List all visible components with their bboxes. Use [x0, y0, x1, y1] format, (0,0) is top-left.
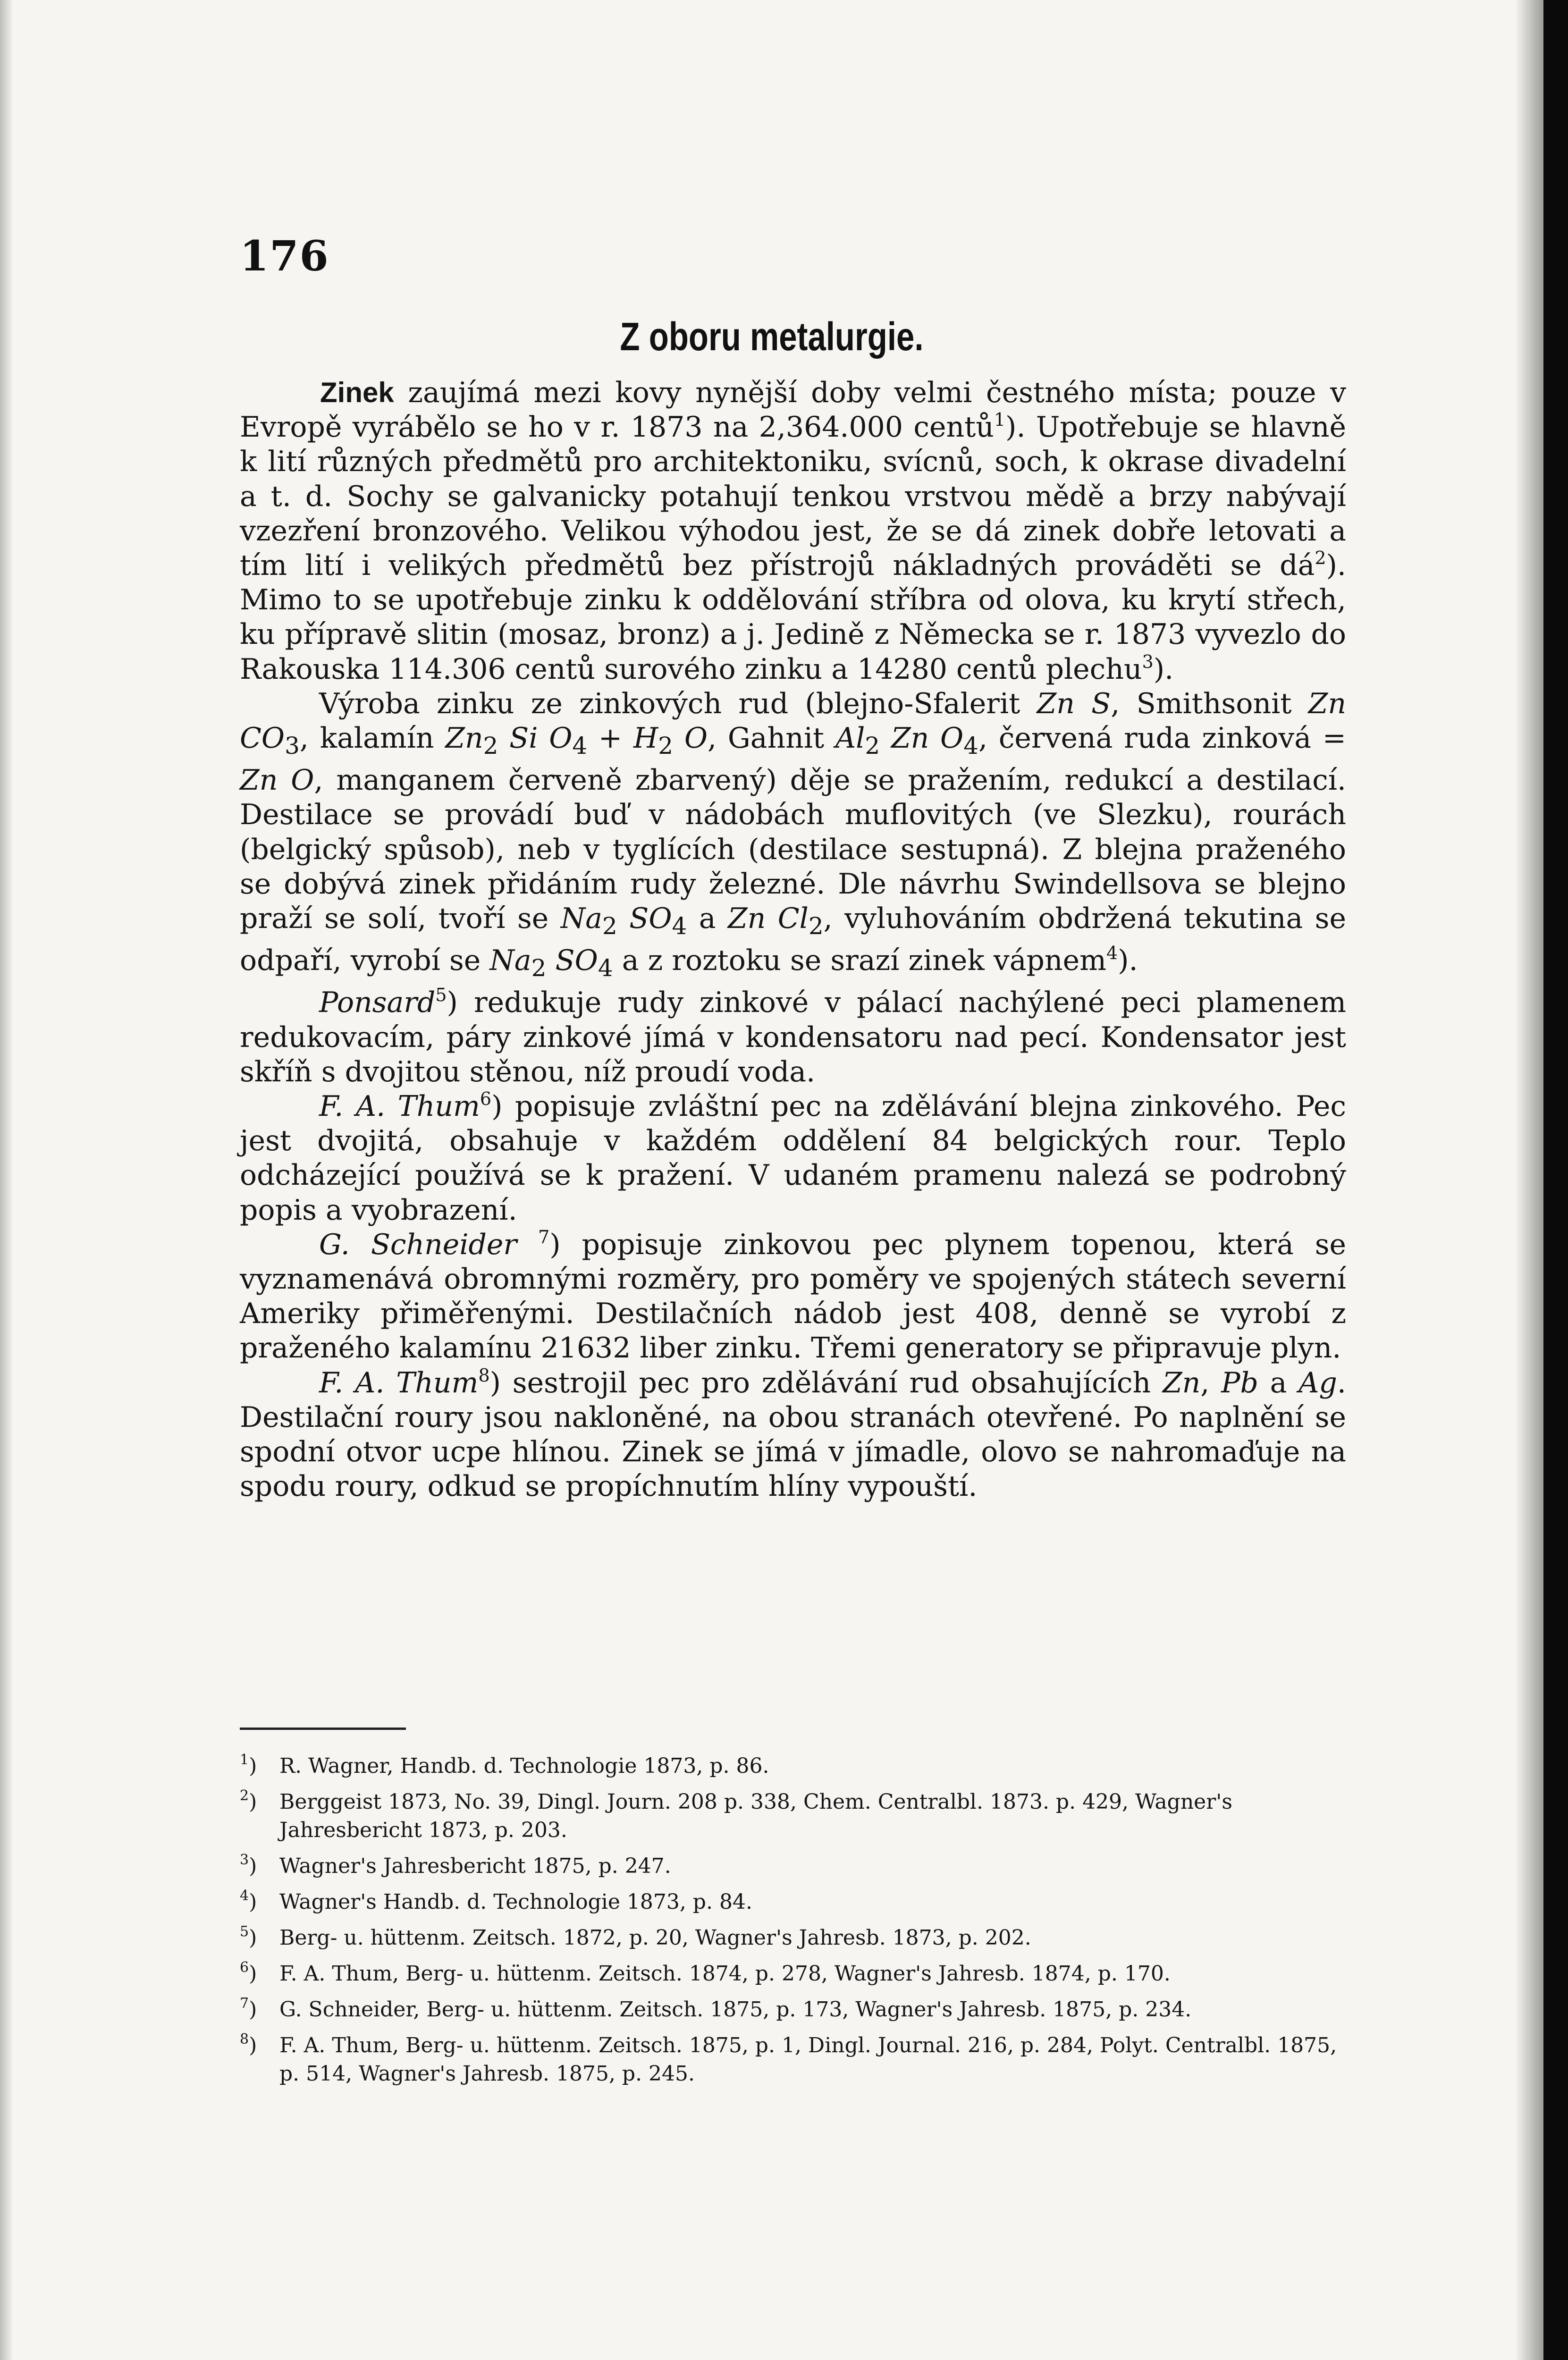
- footnote-mark: 7: [240, 1995, 249, 2012]
- italic-run: O: [684, 722, 708, 755]
- subscript: 2: [808, 912, 824, 940]
- text-run: ,: [1200, 1366, 1222, 1399]
- paragraph-thum-pec: [240, 1089, 1346, 1228]
- footnote-text: R. Wagner, Handb. d. Technologie 1873, p. 86.: [279, 1754, 769, 1778]
- italic-run: G. Schneider: [319, 1228, 517, 1261]
- footnote-mark: 3: [240, 1852, 249, 1868]
- footnote-mark: 4: [240, 1888, 249, 1904]
- text-run: +: [587, 722, 633, 755]
- footnote-mark: 6: [240, 1959, 249, 1976]
- subscript: 4: [572, 732, 588, 760]
- footnote: $^1$) R. Wagner, Handb. d. Technologie 1873, p. 86.: [240, 1752, 769, 1778]
- footnote: $^4$) Wagner's Handb. d. Technologie 1873, p. 84.: [240, 1888, 752, 1914]
- footnote-ref: 2: [1315, 548, 1326, 569]
- text-run: , Smithsonit: [1111, 687, 1308, 720]
- footnote-ref: 1: [994, 409, 1006, 430]
- subscript: 2: [531, 954, 547, 982]
- footnote-text: Berg- u. hüttenm. Zeitsch. 1872, p. 20, Wagner's Jahresb. 1873, p. 202.: [279, 1926, 1031, 1950]
- text-run: Výroba zinku ze zinkových rud (blejno-Sfalerit: [319, 687, 1037, 720]
- italic-run: Ag: [1298, 1366, 1337, 1399]
- italic-run: Na: [560, 902, 603, 936]
- text-run: [880, 722, 891, 755]
- footnote: $^5$) Berg- u. hüttenm. Zeitsch. 1872, p. 20, Wagner's Jahresb. 1873, p. 202.: [240, 1923, 1031, 1950]
- text-run: [673, 722, 684, 755]
- text-run: [617, 902, 629, 935]
- footnote-text: F. A. Thum, Berg- u. hüttenm. Zeitsch. 1875, p. 1, Dingl. Journal. 216, p. 284, Polyt. Centralbl. 1875, p. 514, Wagner's Jahresb. 1875, p. 245.: [279, 2033, 1337, 2086]
- footnote-ref: 4: [1106, 943, 1118, 964]
- text-run: ). Upotřebuje se hlavně k lití různých předmětů pro architektoniku, svícnů, soch, k okrase divadelní a t. d. Sochy se galvanicky potahují tenkou vrstvou mědě a brzy nabývají vzezření bronzového. Velikou výhodou jest, že se dá zinek dobře letovati a tím lití i velikých předmětů bez přístrojů nákladných prováděti se dá: [240, 411, 1346, 582]
- text-run: , vyluhováním obdržená tekutina se odpaří, vyrobí se: [240, 902, 1346, 978]
- italic-run: Ponsard: [319, 986, 436, 1020]
- italic-run: Zn O: [240, 764, 314, 797]
- subscript: 4: [672, 912, 687, 940]
- footnote-mark: 8: [240, 2031, 249, 2048]
- subscript: 4: [963, 732, 979, 760]
- italic-run: Zn O: [891, 722, 964, 755]
- footnote-text: F. A. Thum, Berg- u. hüttenm. Zeitsch. 1874, p. 278, Wagner's Jahresb. 1874, p. 170.: [279, 1962, 1171, 1986]
- footnote-text: Berggeist 1873, No. 39, Dingl. Journ. 208 p. 338, Chem. Centralbl. 1873. p. 429, Wagner's Jahresbericht 1873, p. 203.: [279, 1790, 1232, 1842]
- italic-run: F. A. Thum: [319, 1090, 480, 1123]
- italic-run: H: [633, 722, 658, 755]
- italic-run: Si O: [509, 722, 573, 755]
- italic-run: Zn Cl: [727, 902, 809, 936]
- text-run: a: [687, 902, 728, 936]
- text-run: ).: [1153, 652, 1174, 686]
- text-run: , červená ruda zinková =: [978, 722, 1346, 755]
- italic-run: SO: [629, 902, 672, 936]
- italic-run: Al: [835, 722, 865, 755]
- lead-word: Zinek: [320, 377, 394, 408]
- footnote-text: Wagner's Handb. d. Technologie 1873, p. 84.: [279, 1890, 752, 1914]
- footnote: $^7$) G. Schneider, Berg- u. hüttenm. Zeitsch. 1875, p. 173, Wagner's Jahresb. 1875, p. 234.: [240, 1995, 1192, 2022]
- text-run: . Destilační roury jsou nakloněné, na obou stranách otevřené. Po naplnění se spodní otvor ucpe hlínou. Zinek se jímá v jímadle, olovo se nahromaďuje na spodu roury, odkud se propíchnutím hlíny vypouští.: [240, 1366, 1346, 1503]
- text-run: ) popisuje zvláštní pec na zdělávání blejna zinkového. Pec jest dvojitá, obsahuje v každém oddělení 84 belgických rour. Teplo odcházející používá se k pražení. V udaném pramenu nalezá se podrobný popis a vyobrazení.: [240, 1090, 1346, 1227]
- italic-run: Zn: [445, 722, 483, 755]
- italic-run: Zn: [1162, 1366, 1201, 1399]
- subscript: 3: [285, 732, 300, 760]
- text-run: ) redukuje rudy zinkové v pálací nachýlené peci plamenem redukovacím, páry zinkové jímá v kondensatoru nad pecí. Kondensator jest skříň s dvojitou stěnou, níž proudí voda.: [240, 986, 1346, 1088]
- footnote: $^8$) F. A. Thum, Berg- u. hüttenm. Zeitsch. 1875, p. 1, Dingl. Journal. 216, p. 284, Polyt. Centralbl. 1875, p. 514, Wagner's Jahresb. 1875, p. 245.: [240, 2031, 1337, 2086]
- subscript: 2: [658, 732, 674, 760]
- text-run: a z roztoku se srazí zinek vápnem: [613, 944, 1106, 978]
- italic-run: SO: [555, 944, 598, 978]
- text-run: , kalamín: [299, 722, 446, 755]
- text-run: ) popisuje zinkovou pec plynem topenou, která se vyznamenává obromnými rozměry, pro poměry ve spojených státech severní Ameriky přiměřenými. Destilačních nádob jest 408, denně se vyrobí z praženého kalamínu 21632 liber zinku. Třemi generatory se připravuje plyn.: [240, 1228, 1346, 1365]
- footnote-divider: [240, 1728, 406, 1730]
- page-number: 176: [240, 231, 329, 280]
- footnote-ref: 7: [538, 1227, 550, 1248]
- subscript: 2: [602, 912, 617, 940]
- footnote-mark: 1: [240, 1752, 249, 1768]
- footnote-ref: 8: [478, 1365, 490, 1386]
- paragraph-thum-rudy: [240, 1366, 1346, 1504]
- italic-run: Zn CO: [240, 687, 1346, 755]
- italic-run: F. A. Thum: [319, 1366, 479, 1399]
- footnote: $^6$) F. A. Thum, Berg- u. hüttenm. Zeitsch. 1874, p. 278, Wagner's Jahresb. 1874, p. 170.: [240, 1959, 1171, 1986]
- subscript: 2: [865, 732, 880, 760]
- text-run: , manganem červeně zbarvený) děje se pražením, redukcí a destilací. Destilace se provádí buď v nádobách muflovitých (ve Slezku), rourách (belgický spůsob), neb v tyglících (destilace sestupná). Z blejna praženého se dobývá zinek přidáním rudy železné. Dle návrhu Swindellsova se blejno praží se solí, tvoří se: [240, 764, 1347, 936]
- italic-run: Na: [489, 944, 531, 978]
- text-run: , Gahnit: [708, 722, 835, 755]
- footnote-text: Wagner's Jahresbericht 1875, p. 247.: [279, 1854, 671, 1878]
- text-run: [546, 944, 555, 977]
- text-run: [498, 722, 509, 755]
- footnote-ref: 3: [1142, 651, 1154, 672]
- footnote-mark: 2: [240, 1787, 249, 1804]
- footnotes: [240, 1752, 1346, 2096]
- paragraph-ponsard: [240, 986, 1346, 1089]
- paragraph-vyroba-zinku: [240, 687, 1346, 986]
- paragraph-schneider: [240, 1228, 1346, 1366]
- text-run: [517, 1228, 538, 1261]
- footnote: $^3$) Wagner's Jahresbericht 1875, p. 247.: [240, 1852, 671, 1878]
- footnote-text: G. Schneider, Berg- u. hüttenm. Zeitsch. 1875, p. 173, Wagner's Jahresb. 1875, p. 234.: [279, 1998, 1192, 2022]
- footnote-ref: 5: [435, 985, 447, 1006]
- italic-run: Pb: [1221, 1366, 1258, 1399]
- footnote-mark: 5: [240, 1923, 249, 1940]
- text-run: ). Mimo to se upotřebuje zinku k oddělování stříbra od olova, ku krytí střech, ku přípravě slitin (mosaz, bronz) a j. Jedině z Německa se r. 1873 vyvezlo do Rakouska 114.306 centů surového zinku a 14280 centů plechu: [240, 549, 1346, 686]
- footnote: $^2$) Berggeist 1873, No. 39, Dingl. Journ. 208 p. 338, Chem. Centralbl. 1873. p. 429, Wagner's Jahresbericht 1873, p. 203.: [240, 1787, 1232, 1842]
- subscript: 2: [483, 732, 498, 760]
- paragraph-zinek: [240, 375, 1346, 687]
- footnote-ref: 6: [480, 1088, 492, 1110]
- article-title: Z oboru metalurgie.: [620, 314, 924, 359]
- text-run: zaujímá mezi kovy nynější doby velmi čestného místa; pouze v Evropě vyrábělo se ho v r. 1873 na 2,364.000 centů: [240, 376, 1346, 444]
- text-run: ) sestrojil pec pro zdělávání rud obsahujících: [489, 1366, 1163, 1399]
- subscript: 4: [598, 954, 613, 982]
- article-body: [240, 375, 1346, 1504]
- italic-run: Zn S: [1037, 687, 1111, 720]
- text-run: ).: [1118, 944, 1138, 978]
- text-run: a: [1258, 1366, 1299, 1399]
